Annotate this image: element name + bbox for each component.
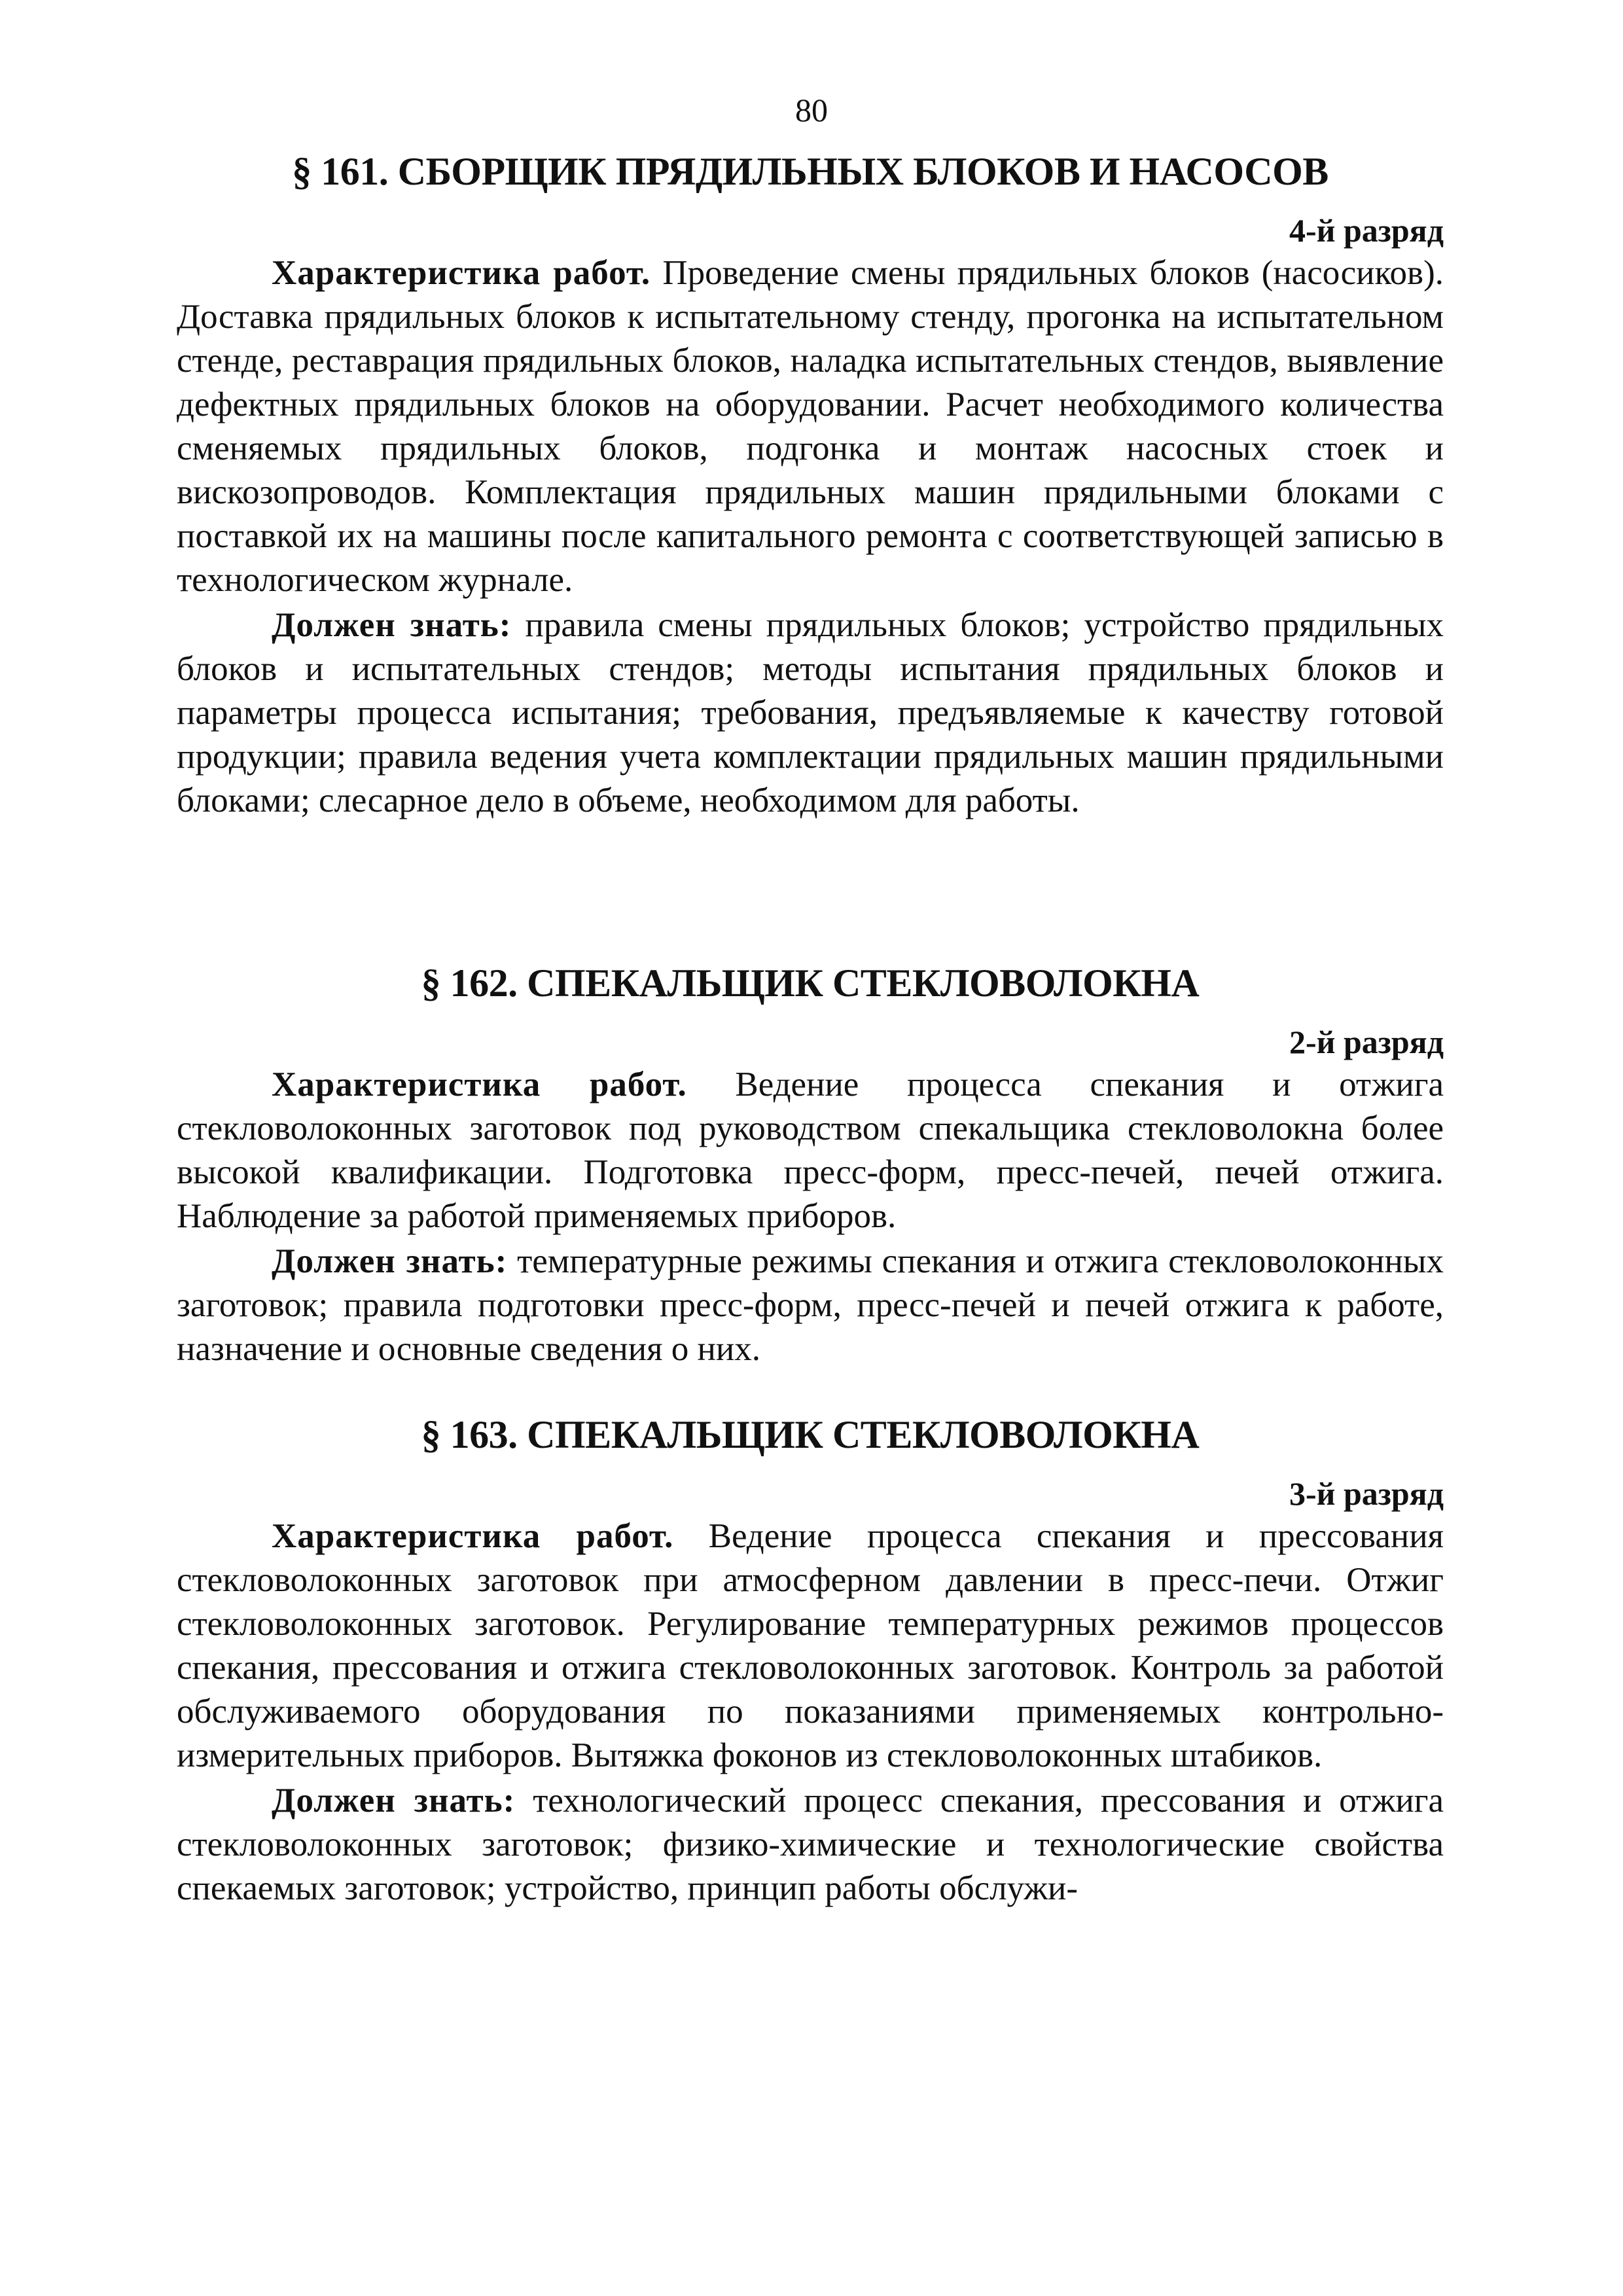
grade-label: 3-й разряд [1289,1475,1444,1512]
grade-label: 4-й разряд [1289,212,1444,249]
characteristic-label: Характеристика работ. [272,1066,687,1103]
section-title: § 161. СБОРЩИК ПРЯДИЛЬНЫХ БЛОКОВ И НАСОСОВ [292,150,1329,193]
section-163 [177,1411,1444,1910]
knowledge-text: температурные режимы спекания и отжига стекловолоконных заготовок; правила подготовки пресс-форм, пресс-печей и печей отжига к работе, назначение и основные сведения о них. [177,1242,1444,1368]
knowledge-paragraph [177,1779,1444,1910]
knowledge-label: Должен знать: [272,1242,508,1280]
characteristic-text: Ведение процесса спекания и отжига стекловолоконных заготовок под руководством спекальщика стекловолокна более высокой квалификации. Подготовка пресс-форм, пресс-печей, печей отжига. Наблюдение за работой применяемых приборов. [177,1066,1444,1235]
section-title: § 162. СПЕКАЛЬЩИК СТЕКЛОВОЛОКНА [421,961,1200,1005]
section-161 [177,148,1444,823]
characteristic-paragraph [177,1515,1444,1778]
characteristic-paragraph [177,1063,1444,1238]
grade-label: 2-й разряд [1289,1024,1444,1060]
knowledge-paragraph [177,1240,1444,1371]
characteristic-label: Характеристика работ. [272,1517,674,1555]
knowledge-text: технологический процесс спекания, прессования и отжига стекловолоконных заготовок; физико-химические и технологические свойства спекаемых заготовок; устройство, принцип работы обслужи- [177,1782,1444,1907]
characteristic-paragraph [177,251,1444,602]
characteristic-text: Проведение смены прядильных блоков (насосиков). Доставка прядильных блоков к испытательному стенду, прогонка на испытательном стенде, реставрация прядильных блоков, наладка испытательных стендов, выявление дефектных прядильных блоков на оборудовании. Расчет необходимого количества сменяемых прядильных блоков, подгонка и монтаж насосных стоек и вискозопроводов. Комплектация прядильных машин прядильными блоками с поставкой их на машины после капитального ремонта с соответствующей записью в технологическом журнале. [177,254,1444,599]
knowledge-text: правила смены прядильных блоков; устройство прядильных блоков и испытательных стендов; методы испытания прядильных блоков и параметры процесса испытания; требования, предъявляемые к качеству готовой продукции; правила ведения учета комплектации прядильных машин прядильными блоками; слесарное дело в объеме, необходимом для работы. [177,606,1444,819]
characteristic-label: Характеристика работ. [272,254,651,292]
knowledge-label: Должен знать: [272,606,512,644]
characteristic-text: Ведение процесса спекания и прессования стекловолоконных заготовок при атмосферном давлении в пресс-печи. Отжиг стекловолоконных заготовок. Регулирование температурных режимов процессов спекания, прессования и отжига стекловолоконных заготовок. Контроль за работой обслуживаемого оборудования по показаниями применяемых контрольно-измерительных приборов. Вытяжка фоконов из стекловолоконных штабиков. [177,1517,1444,1774]
section-title: § 163. СПЕКАЛЬЩИК СТЕКЛОВОЛОКНА [421,1413,1200,1456]
page-number: 80 [795,92,828,128]
knowledge-paragraph [177,603,1444,823]
knowledge-label: Должен знать: [272,1782,516,1820]
section-162 [177,960,1444,1371]
